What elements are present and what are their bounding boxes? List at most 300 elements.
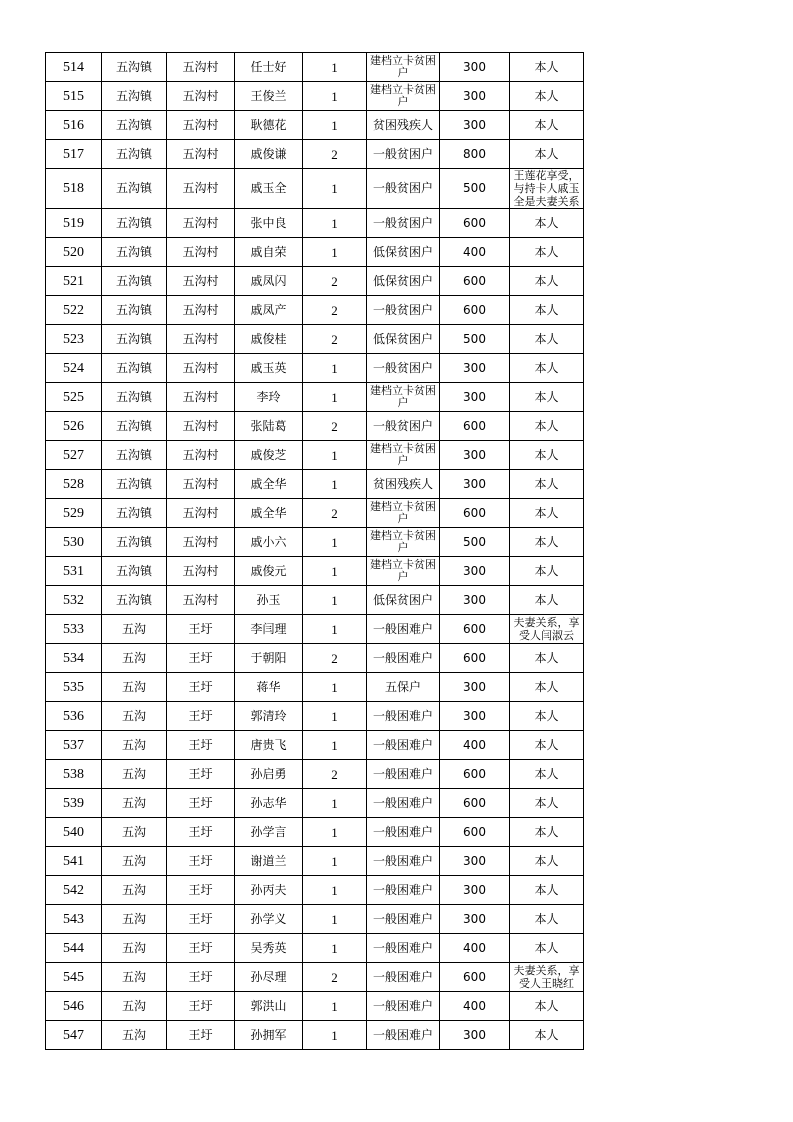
table-row	[46, 963, 584, 992]
town-cell: 五沟	[102, 1021, 167, 1050]
row-number: 533	[46, 615, 102, 644]
name-cell: 张陆葛	[235, 412, 303, 441]
household-count-cell: 1	[303, 209, 367, 238]
note-cell: 本人	[510, 731, 584, 760]
name-cell: 李玲	[235, 383, 303, 412]
name-cell: 唐贵飞	[235, 731, 303, 760]
town-cell: 五沟	[102, 876, 167, 905]
name-cell: 王俊兰	[235, 82, 303, 111]
name-cell: 李闫理	[235, 615, 303, 644]
village-cell: 王圩	[167, 934, 235, 963]
row-number: 534	[46, 644, 102, 673]
note-cell: 夫妻关系，享受人王晓红	[510, 963, 584, 992]
amount-cell: 300	[440, 586, 510, 615]
amount-cell: 600	[440, 963, 510, 992]
table-row	[46, 383, 584, 412]
household-type-cell: 建档立卡贫困户	[367, 441, 440, 470]
row-number: 546	[46, 992, 102, 1021]
name-cell: 耿德花	[235, 111, 303, 140]
amount-cell: 400	[440, 992, 510, 1021]
town-cell: 五沟镇	[102, 82, 167, 111]
table-row	[46, 847, 584, 876]
household-type-cell: 一般困难户	[367, 818, 440, 847]
note-cell: 本人	[510, 673, 584, 702]
row-number: 528	[46, 470, 102, 499]
household-count-cell: 2	[303, 499, 367, 528]
name-cell: 孙尽理	[235, 963, 303, 992]
village-cell: 五沟村	[167, 441, 235, 470]
village-cell: 五沟村	[167, 528, 235, 557]
note-cell: 本人	[510, 296, 584, 325]
village-cell: 五沟村	[167, 499, 235, 528]
household-type-cell: 一般困难户	[367, 963, 440, 992]
name-cell: 任士好	[235, 53, 303, 82]
village-cell: 五沟村	[167, 557, 235, 586]
town-cell: 五沟镇	[102, 140, 167, 169]
row-number: 538	[46, 760, 102, 789]
amount-cell: 400	[440, 731, 510, 760]
row-number: 540	[46, 818, 102, 847]
household-count-cell: 1	[303, 934, 367, 963]
household-count-cell: 1	[303, 441, 367, 470]
note-cell: 本人	[510, 499, 584, 528]
village-cell: 王圩	[167, 731, 235, 760]
village-cell: 王圩	[167, 1021, 235, 1050]
amount-cell: 300	[440, 82, 510, 111]
household-count-cell: 2	[303, 267, 367, 296]
name-cell: 谢道兰	[235, 847, 303, 876]
amount-cell: 300	[440, 702, 510, 731]
household-count-cell: 2	[303, 644, 367, 673]
household-type-cell: 一般困难户	[367, 789, 440, 818]
note-cell: 本人	[510, 354, 584, 383]
household-count-cell: 1	[303, 905, 367, 934]
household-count-cell: 1	[303, 354, 367, 383]
note-cell: 本人	[510, 876, 584, 905]
village-cell: 五沟村	[167, 53, 235, 82]
table-row	[46, 354, 584, 383]
amount-cell: 300	[440, 1021, 510, 1050]
name-cell: 戚小六	[235, 528, 303, 557]
village-cell: 五沟村	[167, 238, 235, 267]
town-cell: 五沟	[102, 644, 167, 673]
name-cell: 孙玉	[235, 586, 303, 615]
village-cell: 五沟村	[167, 586, 235, 615]
note-cell: 本人	[510, 1021, 584, 1050]
town-cell: 五沟镇	[102, 528, 167, 557]
row-number: 539	[46, 789, 102, 818]
name-cell: 孙启勇	[235, 760, 303, 789]
row-number: 530	[46, 528, 102, 557]
note-cell: 本人	[510, 111, 584, 140]
household-count-cell: 1	[303, 992, 367, 1021]
table-row	[46, 644, 584, 673]
row-number: 544	[46, 934, 102, 963]
name-cell: 戚全华	[235, 470, 303, 499]
town-cell: 五沟镇	[102, 354, 167, 383]
household-count-cell: 1	[303, 1021, 367, 1050]
note-cell: 本人	[510, 82, 584, 111]
amount-cell: 600	[440, 760, 510, 789]
table-row	[46, 296, 584, 325]
row-number: 543	[46, 905, 102, 934]
amount-cell: 300	[440, 847, 510, 876]
amount-cell: 300	[440, 557, 510, 586]
household-count-cell: 2	[303, 760, 367, 789]
row-number: 521	[46, 267, 102, 296]
household-type-cell: 一般贫困户	[367, 140, 440, 169]
note-cell: 本人	[510, 441, 584, 470]
town-cell: 五沟镇	[102, 53, 167, 82]
note-cell: 本人	[510, 140, 584, 169]
household-count-cell: 1	[303, 470, 367, 499]
village-cell: 五沟村	[167, 325, 235, 354]
village-cell: 王圩	[167, 963, 235, 992]
household-type-cell: 五保户	[367, 673, 440, 702]
village-cell: 王圩	[167, 992, 235, 1021]
note-cell: 本人	[510, 847, 584, 876]
amount-cell: 300	[440, 470, 510, 499]
table-row	[46, 789, 584, 818]
row-number: 522	[46, 296, 102, 325]
name-cell: 孙学言	[235, 818, 303, 847]
village-cell: 王圩	[167, 644, 235, 673]
household-count-cell: 1	[303, 53, 367, 82]
amount-cell: 300	[440, 53, 510, 82]
town-cell: 五沟镇	[102, 412, 167, 441]
amount-cell: 600	[440, 499, 510, 528]
village-cell: 五沟村	[167, 412, 235, 441]
note-cell: 本人	[510, 818, 584, 847]
name-cell: 戚自荣	[235, 238, 303, 267]
amount-cell: 600	[440, 615, 510, 644]
town-cell: 五沟	[102, 731, 167, 760]
table-row	[46, 702, 584, 731]
row-number: 527	[46, 441, 102, 470]
amount-cell: 600	[440, 267, 510, 296]
household-count-cell: 1	[303, 818, 367, 847]
village-cell: 五沟村	[167, 140, 235, 169]
note-cell: 本人	[510, 209, 584, 238]
amount-cell: 600	[440, 296, 510, 325]
table-row	[46, 209, 584, 238]
household-type-cell: 建档立卡贫困户	[367, 499, 440, 528]
household-count-cell: 2	[303, 296, 367, 325]
village-cell: 王圩	[167, 760, 235, 789]
table-row	[46, 140, 584, 169]
household-type-cell: 一般困难户	[367, 702, 440, 731]
row-number: 517	[46, 140, 102, 169]
town-cell: 五沟镇	[102, 169, 167, 209]
note-cell: 本人	[510, 238, 584, 267]
town-cell: 五沟镇	[102, 267, 167, 296]
amount-cell: 800	[440, 140, 510, 169]
name-cell: 郭清玲	[235, 702, 303, 731]
row-number: 541	[46, 847, 102, 876]
town-cell: 五沟	[102, 992, 167, 1021]
household-type-cell: 建档立卡贫困户	[367, 557, 440, 586]
table-row	[46, 615, 584, 644]
household-count-cell: 2	[303, 325, 367, 354]
village-cell: 王圩	[167, 905, 235, 934]
town-cell: 五沟镇	[102, 325, 167, 354]
household-count-cell: 1	[303, 111, 367, 140]
household-count-cell: 2	[303, 412, 367, 441]
village-cell: 王圩	[167, 876, 235, 905]
household-type-cell: 一般困难户	[367, 905, 440, 934]
table-row	[46, 876, 584, 905]
village-cell: 五沟村	[167, 169, 235, 209]
note-cell: 本人	[510, 528, 584, 557]
table-row	[46, 905, 584, 934]
row-number: 514	[46, 53, 102, 82]
name-cell: 蒋华	[235, 673, 303, 702]
town-cell: 五沟镇	[102, 586, 167, 615]
amount-cell: 600	[440, 209, 510, 238]
name-cell: 郭洪山	[235, 992, 303, 1021]
town-cell: 五沟镇	[102, 383, 167, 412]
note-cell: 本人	[510, 760, 584, 789]
town-cell: 五沟镇	[102, 209, 167, 238]
name-cell: 戚凤闪	[235, 267, 303, 296]
town-cell: 五沟镇	[102, 470, 167, 499]
row-number: 529	[46, 499, 102, 528]
amount-cell: 300	[440, 111, 510, 140]
note-cell: 本人	[510, 702, 584, 731]
town-cell: 五沟	[102, 760, 167, 789]
note-cell: 本人	[510, 557, 584, 586]
table-row	[46, 267, 584, 296]
town-cell: 五沟	[102, 934, 167, 963]
amount-cell: 300	[440, 673, 510, 702]
name-cell: 戚玉英	[235, 354, 303, 383]
town-cell: 五沟镇	[102, 296, 167, 325]
table-row	[46, 53, 584, 82]
household-count-cell: 1	[303, 238, 367, 267]
household-count-cell: 1	[303, 528, 367, 557]
table-row	[46, 528, 584, 557]
row-number: 515	[46, 82, 102, 111]
village-cell: 王圩	[167, 818, 235, 847]
table-row	[46, 238, 584, 267]
row-number: 516	[46, 111, 102, 140]
note-cell: 本人	[510, 644, 584, 673]
row-number: 518	[46, 169, 102, 209]
household-count-cell: 1	[303, 789, 367, 818]
village-cell: 五沟村	[167, 470, 235, 499]
village-cell: 五沟村	[167, 82, 235, 111]
table-row	[46, 412, 584, 441]
name-cell: 戚俊元	[235, 557, 303, 586]
village-cell: 王圩	[167, 702, 235, 731]
town-cell: 五沟	[102, 702, 167, 731]
amount-cell: 600	[440, 789, 510, 818]
table-row	[46, 470, 584, 499]
amount-cell: 600	[440, 412, 510, 441]
household-type-cell: 贫困残疾人	[367, 470, 440, 499]
note-cell: 本人	[510, 53, 584, 82]
town-cell: 五沟	[102, 673, 167, 702]
note-cell: 本人	[510, 934, 584, 963]
note-cell: 本人	[510, 789, 584, 818]
row-number: 542	[46, 876, 102, 905]
household-type-cell: 建档立卡贫困户	[367, 528, 440, 557]
household-count-cell: 1	[303, 702, 367, 731]
amount-cell: 300	[440, 876, 510, 905]
name-cell: 张中良	[235, 209, 303, 238]
table-row	[46, 760, 584, 789]
row-number: 526	[46, 412, 102, 441]
amount-cell: 500	[440, 528, 510, 557]
village-cell: 五沟村	[167, 111, 235, 140]
note-cell: 本人	[510, 383, 584, 412]
household-count-cell: 1	[303, 847, 367, 876]
row-number: 525	[46, 383, 102, 412]
village-cell: 王圩	[167, 615, 235, 644]
name-cell: 戚俊桂	[235, 325, 303, 354]
village-cell: 五沟村	[167, 354, 235, 383]
table-row	[46, 1021, 584, 1050]
table-row	[46, 441, 584, 470]
village-cell: 王圩	[167, 789, 235, 818]
household-type-cell: 建档立卡贫困户	[367, 383, 440, 412]
household-type-cell: 一般困难户	[367, 992, 440, 1021]
name-cell: 戚俊谦	[235, 140, 303, 169]
note-cell: 本人	[510, 586, 584, 615]
town-cell: 五沟镇	[102, 499, 167, 528]
note-cell: 本人	[510, 470, 584, 499]
amount-cell: 500	[440, 325, 510, 354]
amount-cell: 300	[440, 441, 510, 470]
table-row	[46, 325, 584, 354]
household-count-cell: 1	[303, 876, 367, 905]
household-type-cell: 一般困难户	[367, 876, 440, 905]
name-cell: 戚全华	[235, 499, 303, 528]
town-cell: 五沟	[102, 615, 167, 644]
town-cell: 五沟	[102, 905, 167, 934]
household-count-cell: 1	[303, 82, 367, 111]
village-cell: 王圩	[167, 673, 235, 702]
name-cell: 戚俊芝	[235, 441, 303, 470]
name-cell: 孙丙夫	[235, 876, 303, 905]
town-cell: 五沟镇	[102, 557, 167, 586]
amount-cell: 300	[440, 905, 510, 934]
household-type-cell: 一般困难户	[367, 615, 440, 644]
town-cell: 五沟	[102, 818, 167, 847]
amount-cell: 600	[440, 644, 510, 673]
village-cell: 五沟村	[167, 383, 235, 412]
name-cell: 孙学义	[235, 905, 303, 934]
row-number: 520	[46, 238, 102, 267]
table-row	[46, 934, 584, 963]
table-row	[46, 586, 584, 615]
town-cell: 五沟镇	[102, 441, 167, 470]
note-cell: 夫妻关系，享受人闫淑云	[510, 615, 584, 644]
table-row	[46, 169, 584, 209]
household-type-cell: 一般困难户	[367, 934, 440, 963]
town-cell: 五沟镇	[102, 111, 167, 140]
household-type-cell: 低保贫困户	[367, 238, 440, 267]
town-cell: 五沟镇	[102, 238, 167, 267]
table-row	[46, 992, 584, 1021]
note-cell: 本人	[510, 412, 584, 441]
household-count-cell: 1	[303, 383, 367, 412]
name-cell: 孙志华	[235, 789, 303, 818]
row-number: 532	[46, 586, 102, 615]
note-cell: 本人	[510, 905, 584, 934]
name-cell: 吴秀英	[235, 934, 303, 963]
amount-cell: 600	[440, 818, 510, 847]
village-cell: 王圩	[167, 847, 235, 876]
household-type-cell: 低保贫困户	[367, 267, 440, 296]
household-count-cell: 2	[303, 140, 367, 169]
amount-cell: 400	[440, 934, 510, 963]
household-type-cell: 一般贫困户	[367, 296, 440, 325]
household-type-cell: 低保贫困户	[367, 586, 440, 615]
name-cell: 孙拥军	[235, 1021, 303, 1050]
name-cell: 戚玉全	[235, 169, 303, 209]
village-cell: 五沟村	[167, 267, 235, 296]
table-body	[46, 53, 584, 1050]
household-type-cell: 一般困难户	[367, 644, 440, 673]
household-type-cell: 一般贫困户	[367, 354, 440, 383]
household-type-cell: 一般困难户	[367, 847, 440, 876]
village-cell: 五沟村	[167, 209, 235, 238]
household-count-cell: 1	[303, 673, 367, 702]
note-cell: 本人	[510, 325, 584, 354]
household-type-cell: 建档立卡贫困户	[367, 53, 440, 82]
table-row	[46, 731, 584, 760]
row-number: 524	[46, 354, 102, 383]
table-row	[46, 818, 584, 847]
amount-cell: 400	[440, 238, 510, 267]
table-row	[46, 673, 584, 702]
relief-recipients-table	[45, 52, 584, 1050]
household-type-cell: 低保贫困户	[367, 325, 440, 354]
row-number: 531	[46, 557, 102, 586]
row-number: 545	[46, 963, 102, 992]
household-type-cell: 贫困残疾人	[367, 111, 440, 140]
household-type-cell: 一般困难户	[367, 731, 440, 760]
row-number: 547	[46, 1021, 102, 1050]
table-row	[46, 82, 584, 111]
name-cell: 戚凤产	[235, 296, 303, 325]
note-cell: 本人	[510, 992, 584, 1021]
amount-cell: 500	[440, 169, 510, 209]
note-cell: 王莲花享受，与持卡人戚玉全是夫妻关系	[510, 169, 584, 209]
town-cell: 五沟	[102, 963, 167, 992]
row-number: 523	[46, 325, 102, 354]
row-number: 519	[46, 209, 102, 238]
household-type-cell: 一般贫困户	[367, 412, 440, 441]
household-type-cell: 一般困难户	[367, 1021, 440, 1050]
note-cell: 本人	[510, 267, 584, 296]
household-count-cell: 1	[303, 557, 367, 586]
household-type-cell: 建档立卡贫困户	[367, 82, 440, 111]
table-row	[46, 499, 584, 528]
household-type-cell: 一般困难户	[367, 760, 440, 789]
household-type-cell: 一般贫困户	[367, 169, 440, 209]
town-cell: 五沟	[102, 789, 167, 818]
amount-cell: 300	[440, 354, 510, 383]
row-number: 537	[46, 731, 102, 760]
household-type-cell: 一般贫困户	[367, 209, 440, 238]
household-count-cell: 1	[303, 586, 367, 615]
household-count-cell: 1	[303, 731, 367, 760]
name-cell: 于朝阳	[235, 644, 303, 673]
household-count-cell: 1	[303, 169, 367, 209]
table-row	[46, 557, 584, 586]
